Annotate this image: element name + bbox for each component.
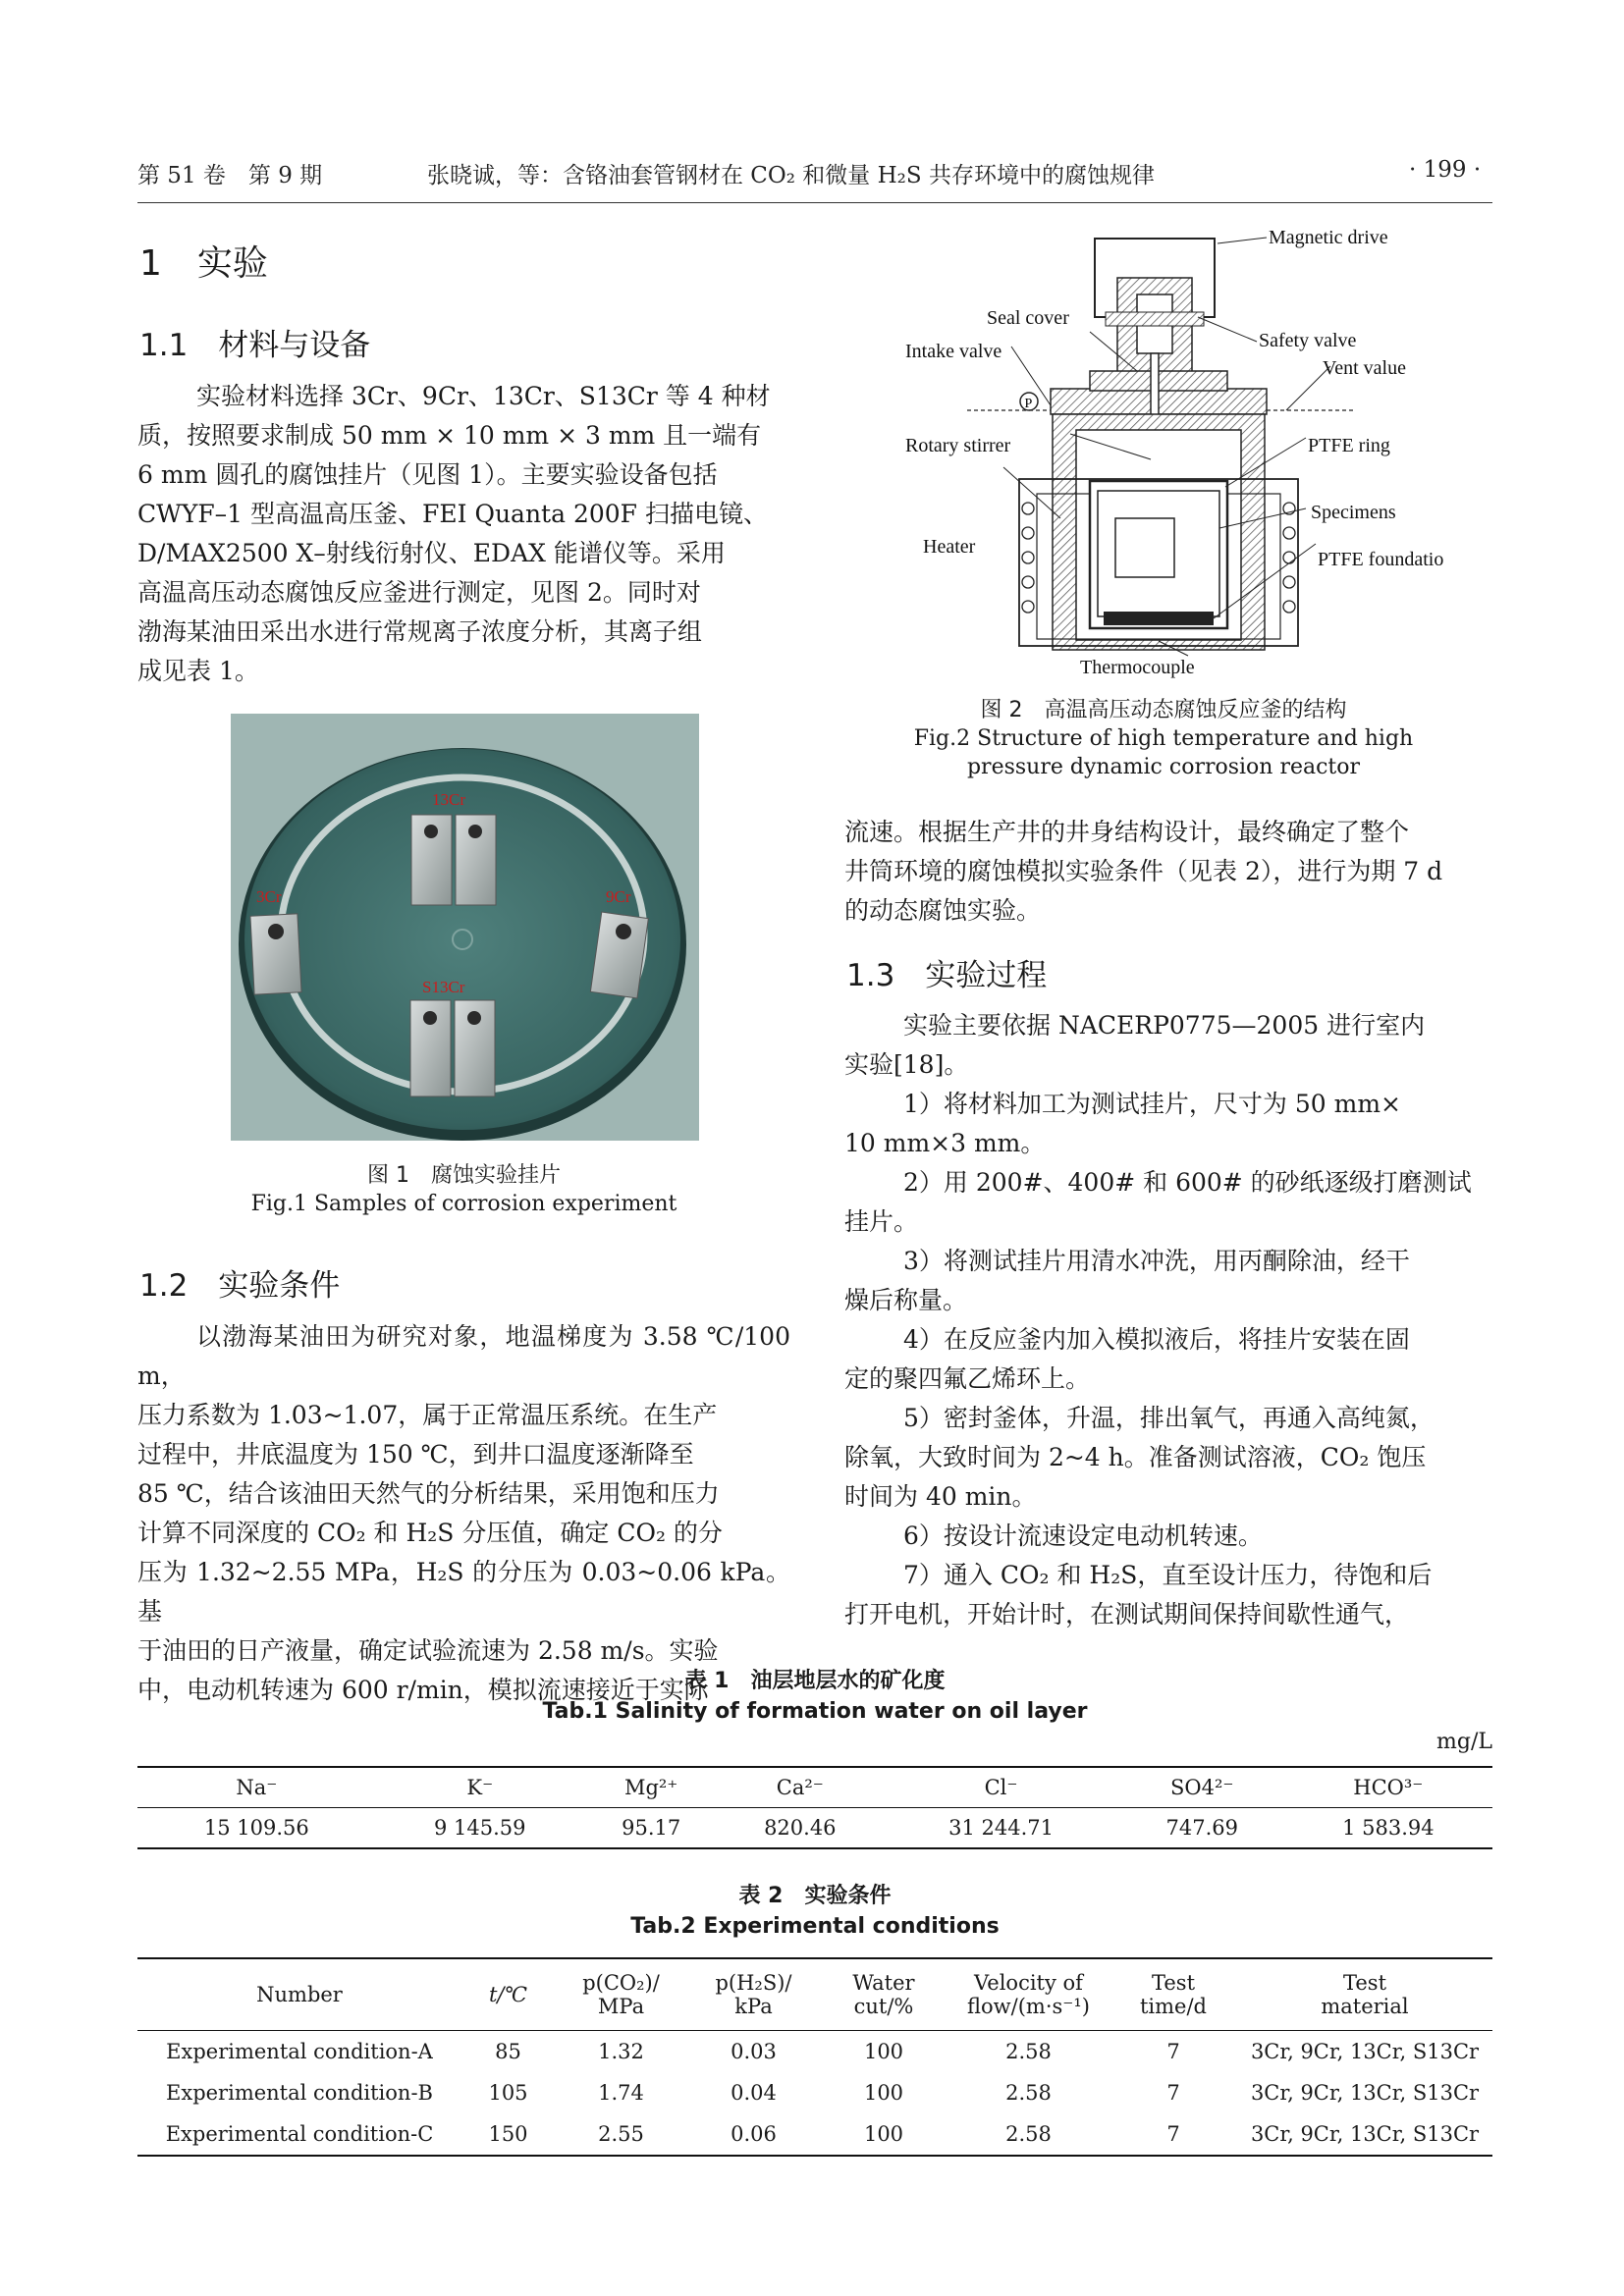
table-1-unit: mg/L	[1436, 1730, 1492, 1754]
label-thermocouple: Thermocouple	[1080, 657, 1195, 678]
figure-1-caption-zh: 图 1 腐蚀实验挂片	[367, 1163, 561, 1188]
text-line: 10 mm×3 mm。	[844, 1129, 1046, 1157]
text-line: 成见表 1。	[137, 657, 259, 685]
text-line: 流速。根据生产井的井身结构设计，最终确定了整个	[844, 818, 1410, 846]
table-header-cell: K⁻	[466, 1776, 494, 1799]
label-rotary-stirrer: Rotary stirrer	[905, 435, 1011, 456]
section-1-1-heading: 1.1 材料与设备	[139, 328, 371, 363]
table-1-caption-en: Tab.1 Salinity of formation water on oil layer	[542, 1699, 1088, 1724]
table-cell: 747.69	[1165, 1816, 1238, 1840]
section-1-1-body	[137, 377, 790, 691]
right-column-continuation	[844, 813, 1497, 931]
table-2	[137, 1957, 1492, 2157]
text-line: 1）将材料加工为测试挂片，尺寸为 50 mm×	[903, 1090, 1401, 1118]
table-cell: 0.04	[731, 2081, 777, 2105]
table-header-cell: SO4²⁻	[1170, 1776, 1234, 1799]
table-header-cell	[820, 1958, 947, 2031]
header-line: Test	[1342, 1971, 1387, 1995]
text-line: 除氧，大致时间为 2~4 h。准备测试溶液，CO₂ 饱压	[844, 1443, 1427, 1471]
table-cell: 2.58	[1005, 2122, 1052, 2146]
text-line: 挂片。	[844, 1207, 919, 1236]
text-line: 定的聚四氟乙烯环上。	[844, 1364, 1091, 1393]
table-row	[137, 2072, 1492, 2113]
label-9cr: 9Cr	[606, 887, 631, 906]
table-1-caption-zh: 表 1 油层地层水的矿化度	[684, 1669, 946, 1693]
table-cell: 0.06	[731, 2122, 777, 2146]
table-header-cell	[1237, 1958, 1492, 2031]
table-row	[137, 1808, 1492, 1849]
table-cell: 7	[1166, 2040, 1180, 2063]
text-line: 高温高压动态腐蚀反应釜进行测定，见图 2。同时对	[137, 578, 701, 607]
label-s13cr: S13Cr	[422, 978, 465, 996]
text-line: 压力系数为 1.03~1.07，属于正常温压系统。在生产	[137, 1401, 718, 1429]
table-header-cell: HCO³⁻	[1353, 1776, 1424, 1799]
text-line: 的动态腐蚀实验。	[844, 896, 1042, 925]
table-cell: 2.58	[1005, 2040, 1052, 2063]
table-cell: 820.46	[764, 1816, 837, 1840]
pressure-gauge-label: P	[1024, 397, 1033, 411]
label-intake-valve: Intake valve	[905, 341, 1002, 362]
table-header-cell: Ca²⁻	[776, 1776, 824, 1799]
corrosion-samples-photo	[231, 714, 699, 1141]
section-1-2-body	[137, 1317, 790, 1710]
table-cell: 31 244.71	[948, 1816, 1054, 1840]
table-cell: Experimental condition-B	[166, 2081, 433, 2105]
text-line: 6 mm 圆孔的腐蚀挂片（见图 1）。主要实验设备包括	[137, 460, 718, 489]
text-line: 时间为 40 min。	[844, 1482, 1037, 1511]
text-line: D/MAX2500 X–射线衍射仪、EDAX 能谱仪等。采用	[137, 539, 726, 567]
label-ptfe-foundation: PTFE foundation	[1318, 549, 1443, 570]
section-1-heading: 1 实验	[139, 243, 268, 284]
table-header-cell: t/℃	[488, 1983, 527, 2006]
table-header-cell	[555, 1958, 687, 2031]
table-header-cell	[947, 1958, 1110, 2031]
table-cell: 150	[488, 2122, 528, 2146]
reactor-diagram	[893, 224, 1443, 685]
table-cell: 2.55	[598, 2122, 644, 2146]
table-row	[137, 2113, 1492, 2156]
table-cell: Experimental condition-C	[165, 2122, 434, 2146]
table-row	[137, 2031, 1492, 2073]
header-line: MPa	[597, 1995, 645, 2018]
table-header-cell	[687, 1958, 820, 2031]
text-line: 以渤海某油田为研究对象，地温梯度为 3.58 ℃/100 m，	[137, 1322, 790, 1390]
label-3cr: 3Cr	[256, 887, 282, 906]
table-cell: 3Cr, 9Cr, 13Cr, S13Cr	[1250, 2040, 1480, 2063]
table-cell: 100	[863, 2081, 904, 2105]
text-line: 井筒环境的腐蚀模拟实验条件（见表 2），进行为期 7 d	[844, 857, 1443, 885]
table-cell: 1 583.94	[1342, 1816, 1435, 1840]
table-2-caption	[137, 1881, 1492, 1942]
table-cell: 15 109.56	[203, 1816, 309, 1840]
text-line: 打开电机，开始计时，在测试期间保持间歇性通气，	[844, 1600, 1410, 1629]
label-specimens: Specimens	[1311, 502, 1396, 523]
table-cell: 95.17	[622, 1816, 681, 1840]
table-header-cell: Na⁻	[236, 1776, 278, 1799]
table-cell: 9 145.59	[434, 1816, 526, 1840]
label-seal-cover: Seal cover	[987, 307, 1069, 329]
text-line: 压为 1.32~2.55 MPa，H₂S 的分压为 0.03~0.06 kPa。基	[137, 1558, 790, 1626]
text-line: 实验[18]。	[844, 1050, 969, 1079]
header-volume: 第 51 卷 第 9 期	[137, 163, 323, 188]
header-rule	[137, 202, 1492, 203]
text-line: 实验材料选择 3Cr、9Cr、13Cr、S13Cr 等 4 种材	[196, 382, 771, 410]
text-line: 过程中，井底温度为 150 ℃，到井口温度逐渐降至	[137, 1440, 694, 1468]
label-magnetic-drive: Magnetic drive	[1269, 227, 1388, 248]
figure-2-caption-en-line-2: pressure dynamic corrosion reactor	[966, 755, 1361, 779]
table-cell: 7	[1166, 2081, 1180, 2105]
text-line: 中，电动机转速为 600 r/min，模拟流速接近于实际	[137, 1676, 709, 1704]
label-ptfe-ring: PTFE ring	[1308, 435, 1390, 456]
header-title: 张晓诚，等：含铬油套管钢材在 CO₂ 和微量 H₂S 共存环境中的腐蚀规律	[427, 163, 1155, 188]
section-1-3-body	[844, 1006, 1497, 1634]
text-line: 计算不同深度的 CO₂ 和 H₂S 分压值，确定 CO₂ 的分	[137, 1519, 723, 1547]
table-cell: 85	[495, 2040, 521, 2063]
header-line: Velocity of	[974, 1971, 1083, 1995]
table-cell: Experimental condition-A	[166, 2040, 433, 2063]
figure-1-caption-en: Fig.1 Samples of corrosion experiment	[250, 1192, 677, 1216]
table-cell: 105	[488, 2081, 528, 2105]
table-cell: 100	[863, 2122, 904, 2146]
table-cell: 3Cr, 9Cr, 13Cr, S13Cr	[1250, 2081, 1480, 2105]
section-1-2-heading: 1.2 实验条件	[139, 1268, 341, 1304]
header-page-number: · 199 ·	[1409, 157, 1482, 183]
table-cell: 1.74	[598, 2081, 644, 2105]
label-heater: Heater	[923, 536, 976, 558]
table-2-caption-en: Tab.2 Experimental conditions	[630, 1914, 1000, 1939]
table-cell: 2.58	[1005, 2081, 1052, 2105]
header-line: cut/%	[853, 1995, 914, 2018]
header-line: Test	[1151, 1971, 1196, 1995]
header-line: p(H₂S)/	[715, 1971, 792, 1995]
text-line: 6）按设计流速设定电动机转速。	[903, 1522, 1263, 1550]
table-1-caption	[137, 1666, 1492, 1727]
header-line: material	[1321, 1995, 1409, 2018]
table-header-cell: Cl⁻	[984, 1776, 1018, 1799]
table-header-row	[137, 1958, 1492, 2031]
header-line: Water	[852, 1971, 915, 1995]
table-cell: 3Cr, 9Cr, 13Cr, S13Cr	[1250, 2122, 1480, 2146]
label-vent-value: Vent value	[1323, 357, 1406, 379]
table-cell: 1.32	[598, 2040, 644, 2063]
table-cell: 7	[1166, 2122, 1180, 2146]
label-safety-valve: Safety valve	[1259, 330, 1357, 351]
text-line: 于油田的日产液量，确定试验流速为 2.58 m/s。实验	[137, 1636, 719, 1665]
figure-2-caption	[835, 696, 1492, 781]
table-cell: 100	[863, 2040, 904, 2063]
text-line: CWYF–1 型高温高压釜、FEI Quanta 200F 扫描电镜、	[137, 500, 768, 528]
figure-2-caption-zh: 图 2 高温高压动态腐蚀反应釜的结构	[980, 698, 1347, 722]
header-line: p(CO₂)/	[582, 1971, 660, 1995]
text-line: 4）在反应釜内加入模拟液后，将挂片安装在固	[903, 1325, 1410, 1354]
table-cell: 0.03	[731, 2040, 777, 2063]
header-line: time/d	[1139, 1995, 1207, 2018]
label-13cr: 13Cr	[432, 790, 465, 809]
table-2-caption-zh: 表 2 实验条件	[738, 1884, 892, 1908]
table-header-cell	[1110, 1958, 1237, 2031]
text-line: 2）用 200#、400# 和 600# 的砂纸逐级打磨测试	[903, 1168, 1472, 1197]
header-line: flow/(m·s⁻¹)	[967, 1995, 1090, 2018]
table-header-cell: Number	[256, 1983, 343, 2006]
text-line: 渤海某油田采出水进行常规离子浓度分析，其离子组	[137, 617, 703, 646]
text-line: 5）密封釜体，升温，排出氧气，再通入高纯氮，	[903, 1404, 1435, 1432]
table-1	[137, 1766, 1492, 1849]
text-line: 燥后称量。	[844, 1286, 968, 1314]
text-line: 3）将测试挂片用清水冲洗，用丙酮除油，经干	[903, 1247, 1410, 1275]
text-line: 质，按照要求制成 50 mm × 10 mm × 3 mm 且一端有	[137, 421, 762, 450]
table-header-row	[137, 1767, 1492, 1808]
header-line: kPa	[734, 1995, 773, 2018]
section-1-3-heading: 1.3 实验过程	[846, 958, 1048, 993]
table-header-cell: Mg²⁺	[623, 1776, 678, 1799]
text-line: 实验主要依据 NACERP0775—2005 进行室内	[903, 1011, 1426, 1040]
figure-2-caption-en-line-1: Fig.2 Structure of high temperature and high	[913, 726, 1414, 751]
text-line: 7）通入 CO₂ 和 H₂S，直至设计压力，待饱和后	[903, 1561, 1433, 1589]
figure-1-caption	[137, 1161, 790, 1218]
text-line: 85 ℃，结合该油田天然气的分析结果，采用饱和压力	[137, 1479, 720, 1508]
